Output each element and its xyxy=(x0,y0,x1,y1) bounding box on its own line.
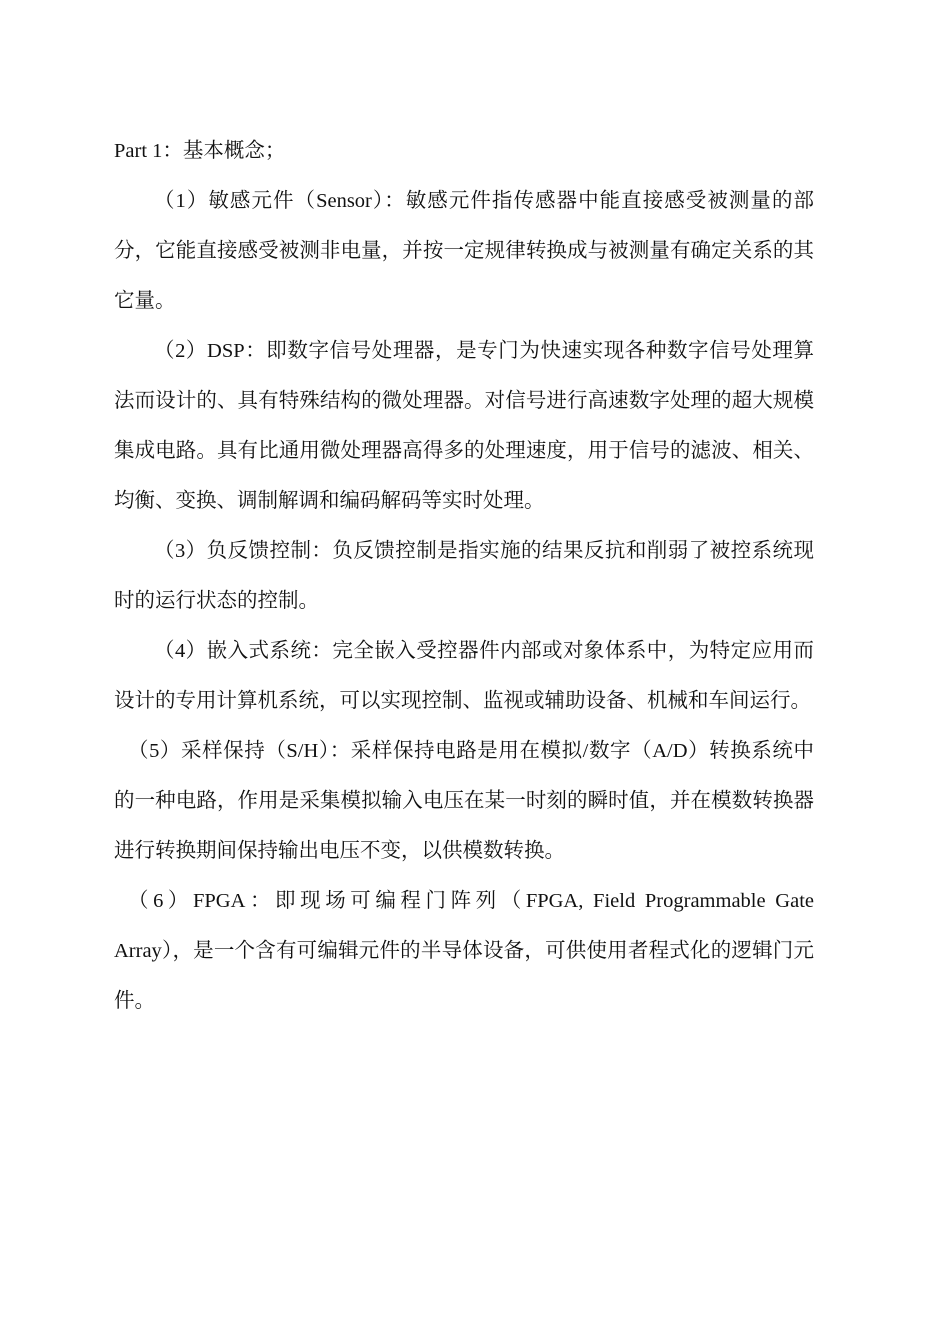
definition-sample-hold: （5）采样保持（S/H）：采样保持电路是用在模拟/数字（A/D）转换系统中的一种电路，作用是采集模拟输入电压在某一时刻的瞬时值，并在模数转换器进行转换期间保持输出电压不变，以供模数转换。 xyxy=(114,740,814,862)
definition-sensor: （1）敏感元件（Sensor）：敏感元件指传感器中能直接感受被测量的部分，它能直接感受被测非电量，并按一定规律转换成与被测量有确定关系的其它量。 xyxy=(114,190,814,312)
definition-fpga: （6）FPGA：即现场可编程门阵列（FPGA, Field Programmable Gate Array），是一个含有可编辑元件的半导体设备，可供使用者程式化的逻辑门元件。 xyxy=(114,890,814,1012)
definition-dsp: （2）DSP：即数字信号处理器，是专门为快速实现各种数字信号处理算法而设计的、具有特殊结构的微处理器。对信号进行高速数字处理的超大规模集成电路。具有比通用微处理器高得多的处理速度，用于信号的滤波、相关、均衡、变换、调制解调和编码解码等实时处理。 xyxy=(114,340,814,512)
definition-negative-feedback: （3）负反馈控制：负反馈控制是指实施的结果反抗和削弱了被控系统现时的运行状态的控制。 xyxy=(114,540,814,612)
document-body xyxy=(114,126,814,1026)
definition-embedded-system: （4）嵌入式系统：完全嵌入受控器件内部或对象体系中，为特定应用而设计的专用计算机系统，可以实现控制、监视或辅助设备、机械和车间运行。 xyxy=(114,640,814,712)
section-heading: Part 1：基本概念； xyxy=(114,140,286,162)
